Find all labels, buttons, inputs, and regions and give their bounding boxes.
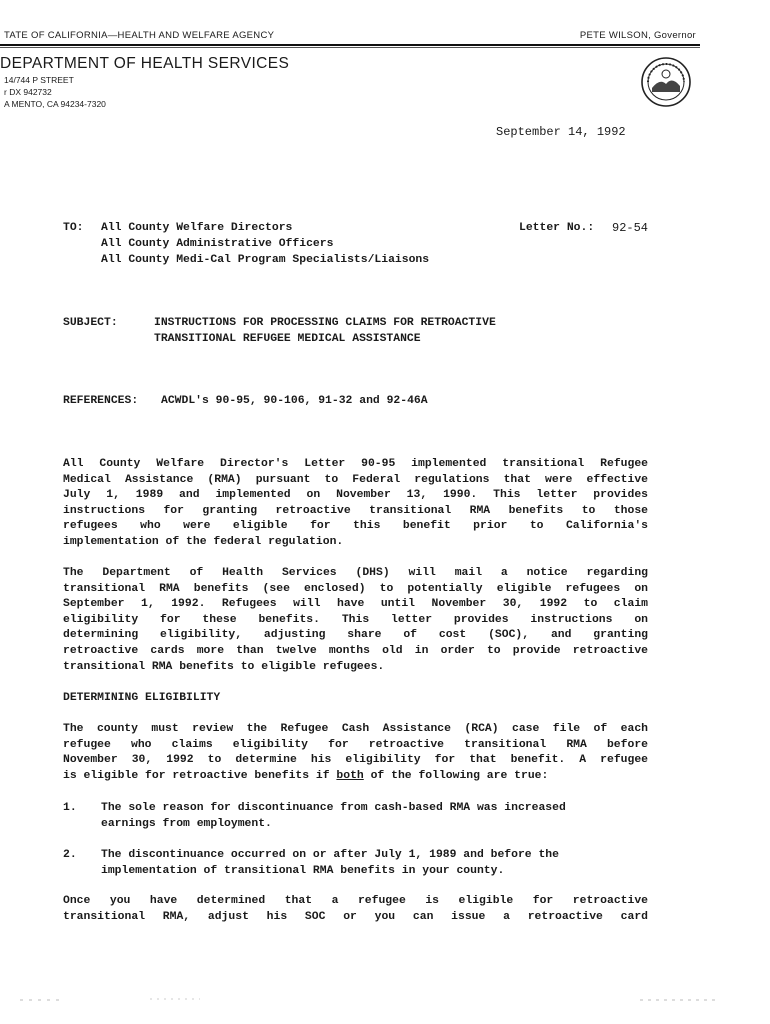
list-item-2-line: implementation of transitional RMA benefits in your county. bbox=[101, 865, 505, 877]
paragraph-1-line: refugees who were eligible for this benefit prior to California's bbox=[63, 520, 648, 533]
paragraph-2-line: September 1, 1992. Refugees will have until November 30, 1992 to claim bbox=[63, 598, 648, 611]
letter-date: September 14, 1992 bbox=[496, 125, 626, 139]
list-item-2-line: The discontinuance occurred on or after July 1, 1989 and before the bbox=[101, 849, 559, 861]
paragraph-1-line: All County Welfare Director's Letter 90-95 implemented transitional Refugee bbox=[63, 458, 648, 470]
list-item-1-line: earnings from employment. bbox=[101, 818, 272, 830]
paragraph-2-line: determining eligibility, adjusting share of cost (SOC), and granting bbox=[63, 629, 648, 642]
list-item-1-line: The sole reason for discontinuance from cash-based RMA was increased bbox=[101, 802, 566, 814]
paragraph-4 bbox=[63, 894, 648, 925]
list-item-2-number: 2. bbox=[63, 849, 77, 861]
references-label: REFERENCES: bbox=[63, 395, 139, 407]
paragraph-3-line: refugee who claims eligibility for retroactive transitional RMA before bbox=[63, 738, 648, 751]
department-name: DEPARTMENT OF HEALTH SERVICES bbox=[0, 55, 290, 72]
scan-noise-marks bbox=[0, 996, 770, 1004]
underlined-both: both bbox=[336, 769, 364, 782]
paragraph-2-line: transitional RMA benefits to eligible refugees. bbox=[63, 660, 385, 673]
governor-header: PETE WILSON, Governor bbox=[579, 30, 696, 41]
subject-line-1: INSTRUCTIONS FOR PROCESSING CLAIMS FOR RETROACTIVE bbox=[154, 317, 496, 329]
state-seal-icon bbox=[640, 56, 692, 108]
paragraph-2 bbox=[63, 566, 648, 675]
paragraph-1-line: July 1, 1989 and implemented on November 13, 1990. This letter provides bbox=[63, 489, 648, 502]
paragraph-1 bbox=[63, 457, 648, 551]
paragraph-3-line: The county must review the Refugee Cash Assistance (RCA) case file of each bbox=[63, 723, 648, 735]
to-label: TO: bbox=[63, 222, 84, 234]
paragraph-3 bbox=[63, 722, 648, 784]
paragraph-1-line: implementation of the federal regulation. bbox=[63, 535, 344, 548]
paragraph-2-line: retroactive cards more than twelve months old in order to provide retroactive bbox=[63, 644, 648, 657]
paragraph-3-last-line bbox=[63, 769, 648, 785]
paragraph-3-text: is eligible for retroactive benefits if bbox=[63, 769, 337, 782]
letter-number-label: Letter No.: bbox=[519, 222, 595, 234]
address-line-2: r DX 942732 bbox=[4, 87, 52, 97]
letter-number-value: 92-54 bbox=[612, 221, 649, 235]
paragraph-1-line: Medical Assistance (RMA) pursuant to Federal regulations that were effective bbox=[63, 473, 648, 486]
recipient-2: All County Administrative Officers bbox=[101, 238, 334, 250]
agency-header: TATE OF CALIFORNIA—HEALTH AND WELFARE AGENCY bbox=[4, 30, 275, 41]
header-rule bbox=[0, 44, 700, 46]
address-line-3: A MENTO, CA 94234-7320 bbox=[4, 99, 106, 109]
paragraph-4-line: Once you have determined that a refugee is eligible for retroactive bbox=[63, 895, 648, 907]
references-value: ACWDL's 90-95, 90-106, 91-32 and 92-46A bbox=[161, 395, 428, 407]
recipient-1: All County Welfare Directors bbox=[101, 222, 293, 234]
recipient-3: All County Medi-Cal Program Specialists/Liaisons bbox=[101, 254, 430, 266]
header-rule-thin bbox=[0, 47, 700, 48]
paragraph-2-line: transitional RMA benefits (see enclosed) to potentially eligible refugees on bbox=[63, 582, 648, 595]
subject-label: SUBJECT: bbox=[63, 317, 118, 329]
list-item-1-number: 1. bbox=[63, 802, 77, 814]
paragraph-3-text: of the following are true: bbox=[363, 769, 549, 782]
section-heading: DETERMINING ELIGIBILITY bbox=[63, 692, 221, 704]
paragraph-2-line: eligibility for these benefits. This letter provides instructions on bbox=[63, 613, 648, 626]
paragraph-2-line: The Department of Health Services (DHS) will mail a notice regarding bbox=[63, 567, 648, 579]
subject-line-2: TRANSITIONAL REFUGEE MEDICAL ASSISTANCE bbox=[154, 333, 421, 345]
address-line-1: 14/744 P STREET bbox=[4, 75, 74, 85]
paragraph-4-line: transitional RMA, adjust his SOC or you can issue a retroactive card bbox=[63, 910, 648, 923]
paragraph-3-line: November 30, 1992 to determine his eligibility for that benefit. A refugee bbox=[63, 754, 648, 767]
paragraph-1-line: instructions for granting retroactive transitional RMA benefits to those bbox=[63, 504, 648, 517]
